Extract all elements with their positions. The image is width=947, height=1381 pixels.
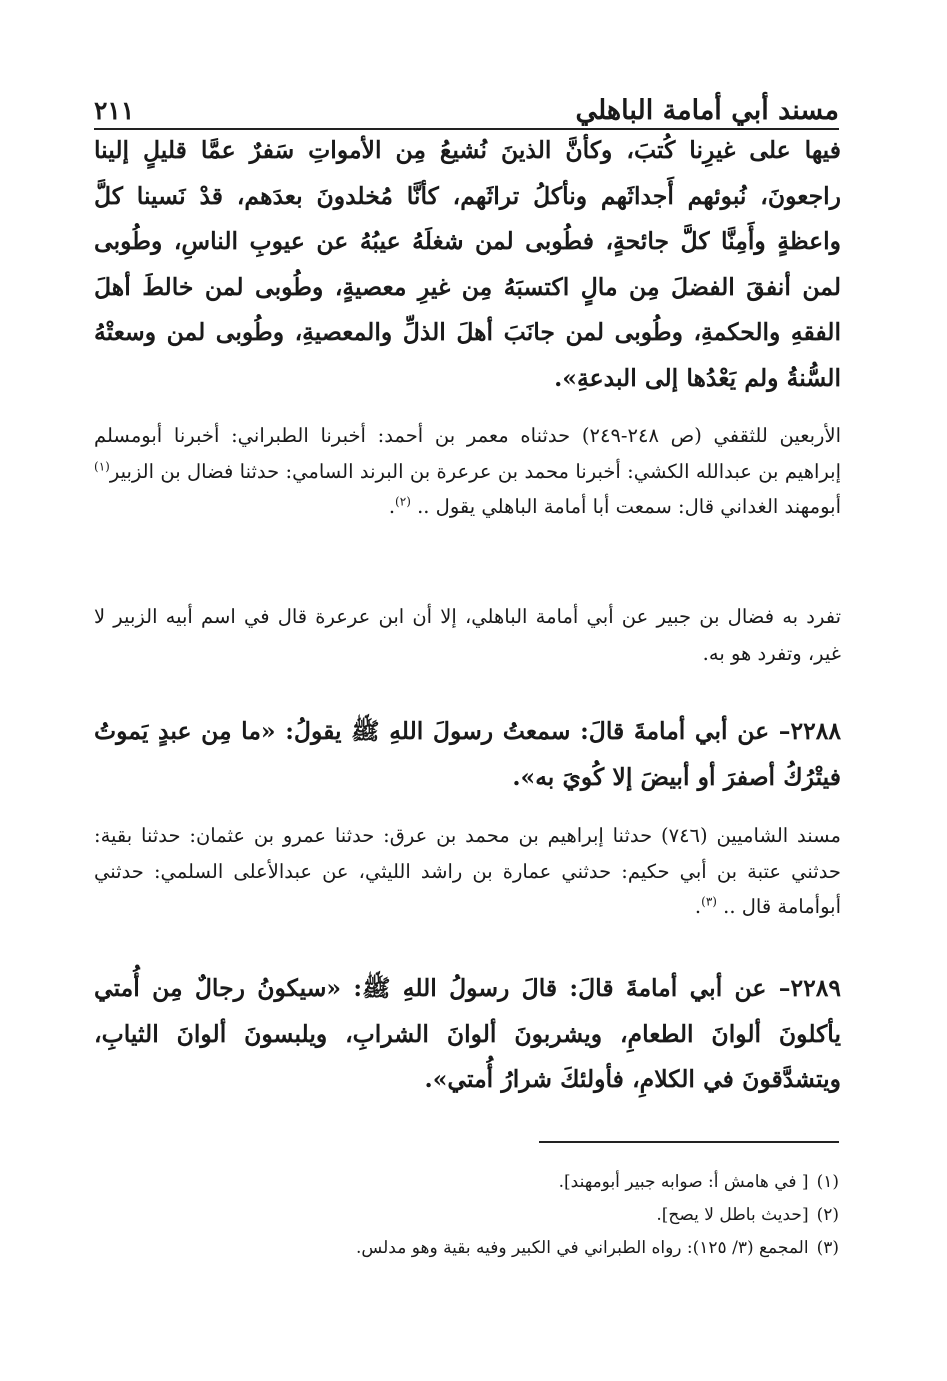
footnote-2 <box>94 1199 839 1232</box>
source-citation-1-text: الأربعين للثقفي (ص ٢٤٨-٢٤٩) حدثناه معمر بن أحمد: أخبرنا الطبراني: أخبرنا أبومسلم إبراهيم بن عبدالله الكشي: أخبرنا محمد بن عرعرة بن البرند السامي: حدثنا فضال بن الزبير <box>94 424 841 483</box>
footnote-separator <box>539 1141 839 1143</box>
footnote-number: (٢) <box>816 1205 839 1225</box>
source-citation-2 <box>94 818 841 925</box>
footnote-text: [حديث باطل لا يصح]. <box>656 1205 809 1225</box>
footnote-text: المجمع (٣/ ١٢٥): رواه الطبراني في الكبير وفيه بقية وهو مدلس. <box>356 1238 809 1258</box>
footnote-3 <box>94 1232 839 1265</box>
footnote-ref-2[interactable]: (٢) <box>395 494 411 509</box>
running-title: مسند أبي أمامة الباهلي <box>575 95 839 126</box>
source-citation-1-text-b: أبومهند الغداني قال: سمعت أبا أمامة الباهلي يقول .. <box>410 495 841 518</box>
page-header <box>94 86 839 130</box>
source-citation-2-end: . <box>694 895 702 918</box>
footnote-text: [ في هامش أ: صوابه جبير أبومهند]. <box>558 1172 809 1192</box>
transmission-note: تفرد به فضال بن جبير عن أبي أمامة الباهلي، إلا أن ابن عرعرة قال في اسم أبيه الزبير لا غير، وتفرد هو به. <box>94 605 841 665</box>
page-number: ٢١١ <box>94 96 135 125</box>
source-citation-1-end: . <box>388 495 396 518</box>
source-citation-1 <box>94 418 841 525</box>
hadith-continuation: فيها على غيرِنا كُتبَ، وكأنَّ الذينَ نُشيعُ مِن الأمواتِ سَفرٌ عمَّا قليلٍ إلينا راجعونَ، نُبوئهم أَجداثَهم ونأكلُ تراثَهم، كأنَّا مُخلدونَ بعدَهم، قدْ نَسينا كلَّ واعظةٍ وأَمِنَّا كلَّ جائحةٍ، فطُوبى لمن شغلَهُ عيبُهُ عن عيوبِ الناسِ، وطُوبى لمن أنفقَ الفضلَ مِن مالٍ اكتسبَهُ مِن غيرِ معصيةٍ، وطُوبى لمن خالطَ أهلَ الفقهِ والحكمةِ، وطُوبى لمن جانَبَ أهلَ الذلِّ والمعصيةِ، وطُوبى لمن وسعتْهُ السُّنةُ ولم يَعْدُها إلى البدعةِ». <box>94 136 841 392</box>
footnotes-section <box>94 1166 839 1265</box>
footnote-ref-3[interactable]: (٣) <box>701 894 717 909</box>
hadith-2288: ٢٢٨٨– عن أبي أمامةَ قالَ: سمعتُ رسولَ اللهِ ﷺ يقولُ: «ما مِن عبدٍ يَموتُ فيتْرُكُ أصفرَ أو أبيضَ إلا كُويَ به». <box>94 717 841 791</box>
footnote-1 <box>94 1166 839 1199</box>
footnote-number: (١) <box>816 1172 839 1192</box>
source-citation-2-text: مسند الشاميين (٧٤٦) حدثنا إبراهيم بن محمد بن عرق: حدثنا عمرو بن عثمان: حدثنا بقية: حدثني عتبة بن أبي حكيم: حدثني عمارة بن راشد الليثي، عن عبدالأعلى السلمي: حدثني أبوأمامة قال .. <box>94 824 841 918</box>
footnote-ref-1[interactable]: (١) <box>94 459 110 473</box>
hadith-2289: ٢٢٨٩– عن أبي أمامةَ قالَ: قالَ رسولُ اللهِ ﷺ: «سيكونُ رجالٌ مِن أُمتي يأكلونَ ألوانَ الطعامِ، ويشربونَ ألوانَ الشرابِ، ويلبسونَ ألوانَ الثيابِ، ويتشدَّقونَ في الكلامِ، فأولئكَ شرارُ أُمتي». <box>94 974 841 1093</box>
footnote-number: (٣) <box>816 1238 839 1258</box>
